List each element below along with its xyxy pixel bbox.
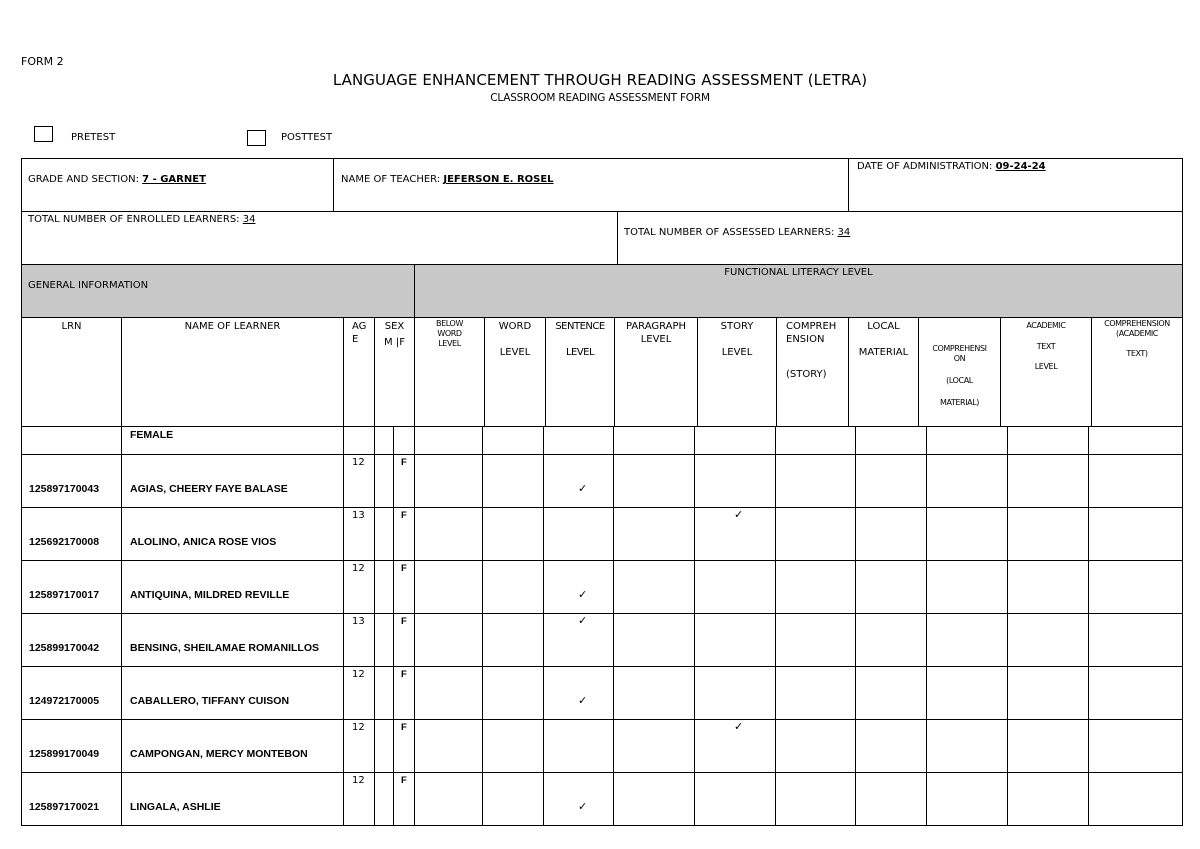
table-cell (1007, 507, 1089, 561)
enrolled-cell (21, 211, 618, 265)
general-info-label: GENERAL INFORMATION (28, 280, 149, 291)
table-cell (21, 666, 122, 720)
learner-age: 13 (352, 510, 365, 521)
form-title: LANGUAGE ENHANCEMENT THROUGH READING ASSESSMENT (LETRA) (332, 71, 868, 89)
teacher-label: NAME OF TEACHER: (341, 174, 441, 185)
learner-lrn: 125692170008 (29, 536, 100, 548)
table-cell (21, 772, 122, 826)
col-sentence (545, 317, 615, 427)
learner-sex: F (401, 457, 407, 468)
col-comp-story (776, 317, 849, 427)
col-paragraph-2: LEVEL (640, 334, 672, 345)
col-lrn (21, 317, 122, 427)
pretest-label: PRETEST (71, 132, 116, 143)
col-sex-label: SEX (384, 321, 405, 332)
col-below-word-3: LEVEL (438, 339, 461, 348)
table-cell (121, 613, 344, 667)
general-info-header (21, 264, 415, 318)
table-cell (543, 719, 614, 773)
table-cell (121, 666, 344, 720)
table-cell (414, 560, 483, 614)
table-cell (855, 507, 927, 561)
table-cell (482, 613, 544, 667)
table-cell (775, 666, 856, 720)
group-row-cell (21, 426, 122, 455)
learner-lrn: 125899170049 (29, 748, 100, 760)
table-cell (926, 454, 1008, 508)
group-row-cell (343, 426, 375, 455)
grade-section-value: 7 - GARNET (142, 174, 206, 185)
learner-sex: F (401, 510, 407, 521)
teacher-value: JEFERSON E. ROSEL (443, 174, 554, 185)
learner-lrn: 125897170017 (29, 589, 100, 601)
table-cell (1088, 560, 1183, 614)
table-cell (775, 507, 856, 561)
table-cell (414, 507, 483, 561)
group-row-cell (482, 426, 544, 455)
table-cell (694, 613, 776, 667)
table-cell (482, 560, 544, 614)
col-age-label-2: E (352, 334, 359, 345)
table-cell (855, 613, 927, 667)
functional-literacy-header (414, 264, 1183, 318)
table-cell (121, 507, 344, 561)
table-cell (482, 772, 544, 826)
col-story-2: LEVEL (721, 347, 753, 358)
col-story (697, 317, 777, 427)
table-cell (414, 613, 483, 667)
col-sex-sub: M |F (384, 337, 405, 348)
col-academic-3: LEVEL (1034, 362, 1058, 371)
table-cell (21, 507, 122, 561)
table-cell (613, 507, 695, 561)
table-cell (414, 772, 483, 826)
col-comp-academic-1: COMPREHENSION (1104, 319, 1170, 328)
table-cell (775, 772, 856, 826)
col-comp-story-1: COMPREH (786, 321, 837, 332)
sentence-level-check: ✓ (578, 588, 588, 601)
group-row-cell (1088, 426, 1183, 455)
sentence-level-check: ✓ (578, 482, 588, 495)
table-cell (543, 507, 614, 561)
sentence-level-check: ✓ (578, 800, 588, 813)
table-cell (121, 719, 344, 773)
col-name-label: NAME OF LEARNER (184, 321, 281, 332)
learner-age: 12 (352, 669, 365, 680)
learner-sex: F (401, 669, 407, 680)
table-cell (482, 454, 544, 508)
table-cell (926, 560, 1008, 614)
group-row-cell (1007, 426, 1089, 455)
date-value: 09-24-24 (995, 161, 1046, 172)
table-cell (1007, 613, 1089, 667)
table-cell (374, 613, 394, 667)
table-cell (374, 560, 394, 614)
table-cell (694, 454, 776, 508)
table-cell (121, 772, 344, 826)
table-cell (1007, 666, 1089, 720)
posttest-checkbox[interactable] (247, 130, 266, 146)
col-sex (374, 317, 415, 427)
table-cell (21, 613, 122, 667)
col-comp-local-3: (LOCAL (946, 376, 973, 385)
assessed-label: TOTAL NUMBER OF ASSESSED LEARNERS: (624, 227, 835, 238)
col-local (848, 317, 919, 427)
col-word-2: LEVEL (499, 347, 531, 358)
group-row-cell (694, 426, 776, 455)
table-cell (121, 454, 344, 508)
grade-section-cell (21, 158, 334, 212)
col-below-word-1: BELOW (436, 319, 463, 328)
learner-sex: F (401, 775, 407, 786)
table-cell (694, 772, 776, 826)
date-label: DATE OF ADMINISTRATION: (857, 161, 993, 172)
col-academic-2: TEXT (1036, 342, 1056, 351)
learner-lrn: 125897170043 (29, 483, 100, 495)
pretest-checkbox[interactable] (34, 126, 53, 142)
table-cell (121, 560, 344, 614)
story-level-check: ✓ (734, 720, 744, 733)
enrolled-label: TOTAL NUMBER OF ENROLLED LEARNERS: (28, 214, 240, 225)
learner-sex: F (401, 616, 407, 627)
group-row-cell (374, 426, 394, 455)
date-cell (848, 158, 1183, 212)
table-cell (926, 719, 1008, 773)
form-number: FORM 2 (21, 55, 64, 68)
col-sentence-1: SENTENCE (555, 321, 605, 332)
table-cell (613, 454, 695, 508)
table-cell (926, 507, 1008, 561)
col-comp-academic (1091, 317, 1183, 427)
table-cell (775, 613, 856, 667)
table-cell (926, 613, 1008, 667)
group-row-cell (855, 426, 927, 455)
learner-lrn: 125899170042 (29, 642, 100, 654)
table-cell (374, 772, 394, 826)
posttest-label: POSTTEST (281, 132, 333, 143)
col-paragraph-1: PARAGRAPH (625, 321, 687, 332)
group-row-cell (926, 426, 1008, 455)
table-cell (775, 560, 856, 614)
table-cell (926, 772, 1008, 826)
table-cell (1088, 613, 1183, 667)
table-cell (543, 560, 614, 614)
table-cell (613, 666, 695, 720)
col-sentence-2: LEVEL (565, 347, 595, 358)
col-comp-academic-3: TEXT) (1126, 349, 1148, 358)
group-label-female: FEMALE (130, 429, 174, 441)
table-cell (374, 454, 394, 508)
sentence-level-check: ✓ (578, 694, 588, 707)
table-cell (613, 560, 695, 614)
enrolled-value: 34 (242, 214, 256, 225)
table-cell (1088, 454, 1183, 508)
table-cell (374, 666, 394, 720)
group-row-cell (543, 426, 614, 455)
col-comp-story-2: ENSION (786, 334, 825, 345)
table-cell (414, 719, 483, 773)
table-cell (21, 454, 122, 508)
table-cell (1007, 719, 1089, 773)
table-cell (1088, 772, 1183, 826)
grade-section-label: GRADE AND SECTION: (28, 174, 139, 185)
col-comp-academic-2: (ACADEMIC (1116, 329, 1158, 338)
table-cell (1007, 772, 1089, 826)
table-cell (694, 666, 776, 720)
col-local-2: MATERIAL (858, 347, 909, 358)
sentence-level-check: ✓ (578, 614, 588, 627)
teacher-cell (333, 158, 849, 212)
assessed-value: 34 (837, 227, 851, 238)
learner-lrn: 124972170005 (29, 695, 100, 707)
table-cell (855, 666, 927, 720)
col-age (343, 317, 375, 427)
col-age-label-1: AG (352, 321, 367, 332)
table-cell (613, 719, 695, 773)
table-cell (414, 666, 483, 720)
table-cell (855, 719, 927, 773)
table-cell (613, 613, 695, 667)
learner-name: LINGALA, ASHLIE (130, 801, 221, 813)
table-cell (21, 560, 122, 614)
col-comp-local (918, 317, 1001, 427)
table-cell (482, 719, 544, 773)
table-cell (543, 666, 614, 720)
table-cell (855, 454, 927, 508)
col-comp-story-3: (STORY) (786, 369, 827, 380)
col-academic (1000, 317, 1092, 427)
table-cell (775, 454, 856, 508)
table-cell (855, 560, 927, 614)
learner-sex: F (401, 722, 407, 733)
table-cell (482, 507, 544, 561)
learner-age: 12 (352, 563, 365, 574)
col-below-word-2: WORD (437, 329, 462, 338)
learner-lrn: 125897170021 (29, 801, 100, 813)
table-cell (374, 507, 394, 561)
table-cell (543, 454, 614, 508)
assessed-cell (617, 211, 1183, 265)
col-below-word (414, 317, 485, 427)
table-cell (543, 772, 614, 826)
group-row-cell (393, 426, 415, 455)
learner-name: CAMPONGAN, MERCY MONTEBON (130, 748, 308, 760)
col-story-1: STORY (720, 321, 754, 332)
table-cell (775, 719, 856, 773)
learner-name: BENSING, SHEILAMAE ROMANILLOS (130, 642, 320, 654)
table-cell (21, 719, 122, 773)
learner-name: ANTIQUINA, MILDRED REVILLE (130, 589, 290, 601)
col-comp-local-4: MATERIAL) (939, 398, 980, 407)
table-cell (482, 666, 544, 720)
story-level-check: ✓ (734, 508, 744, 521)
table-cell (1088, 666, 1183, 720)
col-paragraph (614, 317, 698, 427)
col-word-1: WORD (498, 321, 532, 332)
table-cell (374, 719, 394, 773)
col-comp-local-2: ON (953, 354, 966, 363)
table-cell (855, 772, 927, 826)
learner-name: AGIAS, CHEERY FAYE BALASE (130, 483, 288, 495)
col-academic-1: ACADEMIC (1026, 321, 1066, 330)
table-cell (1088, 507, 1183, 561)
table-cell (414, 454, 483, 508)
col-local-1: LOCAL (867, 321, 900, 332)
col-name (121, 317, 344, 427)
table-cell (1088, 719, 1183, 773)
group-row-cell (775, 426, 856, 455)
table-cell (926, 666, 1008, 720)
col-lrn-label: LRN (61, 321, 82, 332)
col-comp-local-1: COMPREHENSI (932, 344, 987, 353)
learner-name: CABALLERO, TIFFANY CUISON (130, 695, 290, 707)
table-cell (694, 560, 776, 614)
form-subtitle: CLASSROOM READING ASSESSMENT FORM (490, 92, 710, 104)
table-cell (613, 772, 695, 826)
learner-age: 12 (352, 457, 365, 468)
table-cell (1007, 560, 1089, 614)
group-row-cell (613, 426, 695, 455)
learner-name: ALOLINO, ANICA ROSE VIOS (130, 536, 277, 548)
col-word (484, 317, 546, 427)
learner-age: 13 (352, 616, 365, 627)
learner-sex: F (401, 563, 407, 574)
functional-literacy-label: FUNCTIONAL LITERACY LEVEL (724, 267, 873, 278)
learner-age: 12 (352, 722, 365, 733)
table-cell (1007, 454, 1089, 508)
group-row-cell (414, 426, 483, 455)
learner-age: 12 (352, 775, 365, 786)
